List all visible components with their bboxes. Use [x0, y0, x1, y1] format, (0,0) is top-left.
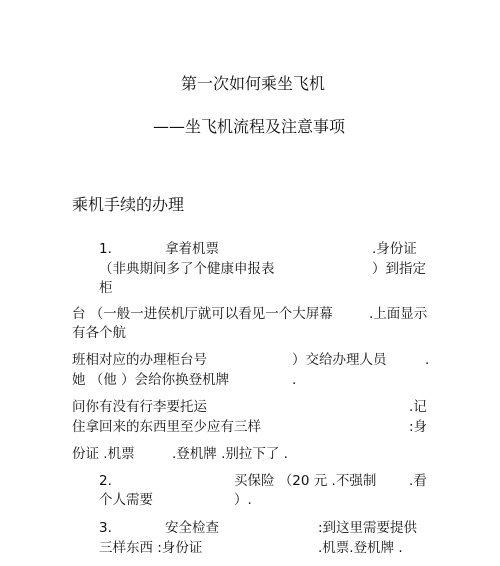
body-text: 份证 .机票 [72, 446, 135, 462]
body-text: 问你有没有行李要托运 [72, 399, 207, 415]
document-title: 第一次如何乘坐飞机 [181, 74, 326, 93]
body-text: :身 [409, 419, 428, 435]
body-text: ）到指定 [372, 261, 426, 277]
body-text: 住拿回来的东西里至少应有三样 [72, 419, 261, 435]
faint-footer-mark [250, 548, 470, 560]
step-number: 1. [99, 241, 112, 257]
body-text: . [292, 372, 297, 388]
body-text: .记 [409, 399, 427, 415]
body-text: .上面显示 [369, 306, 428, 322]
body-text: 班相对应的办理柜台号 [72, 352, 207, 368]
body-text: 她 （他 ）会给你换登机牌 [72, 372, 230, 388]
body-text: .机票.登机牌 . [318, 540, 403, 556]
step-number: 3. [99, 520, 112, 536]
body-text: 个人需要 [99, 492, 153, 508]
body-text: 柜 [99, 280, 113, 296]
body-text: :到这里需要提供 [318, 520, 418, 536]
body-text: .身份证 [372, 241, 417, 257]
body-text: . [425, 352, 430, 368]
body-text: ）交给办理人员 [292, 352, 387, 368]
body-text: 台 （一般一进侯机厅就可以看见一个大屏幕 [72, 306, 333, 322]
document-subtitle: ——坐飞机流程及注意事项 [153, 117, 346, 136]
section-heading: 乘机手续的办理 [72, 195, 185, 214]
body-text: 三样东西 :身份证 [99, 540, 203, 556]
body-text: 有各个航 [72, 325, 126, 341]
step-number: 2. [99, 473, 112, 489]
body-text: ）. [234, 492, 252, 508]
body-text: 安全检查 [165, 520, 219, 536]
body-text: .看 [409, 473, 427, 489]
body-text: （非典期间多了个健康申报表 [99, 261, 275, 277]
body-text: 拿着机票 [165, 241, 219, 257]
body-text: .登机牌 .别拉下了 . [172, 446, 288, 462]
body-text: 买保险 （20 元 .不强制 [234, 473, 377, 489]
